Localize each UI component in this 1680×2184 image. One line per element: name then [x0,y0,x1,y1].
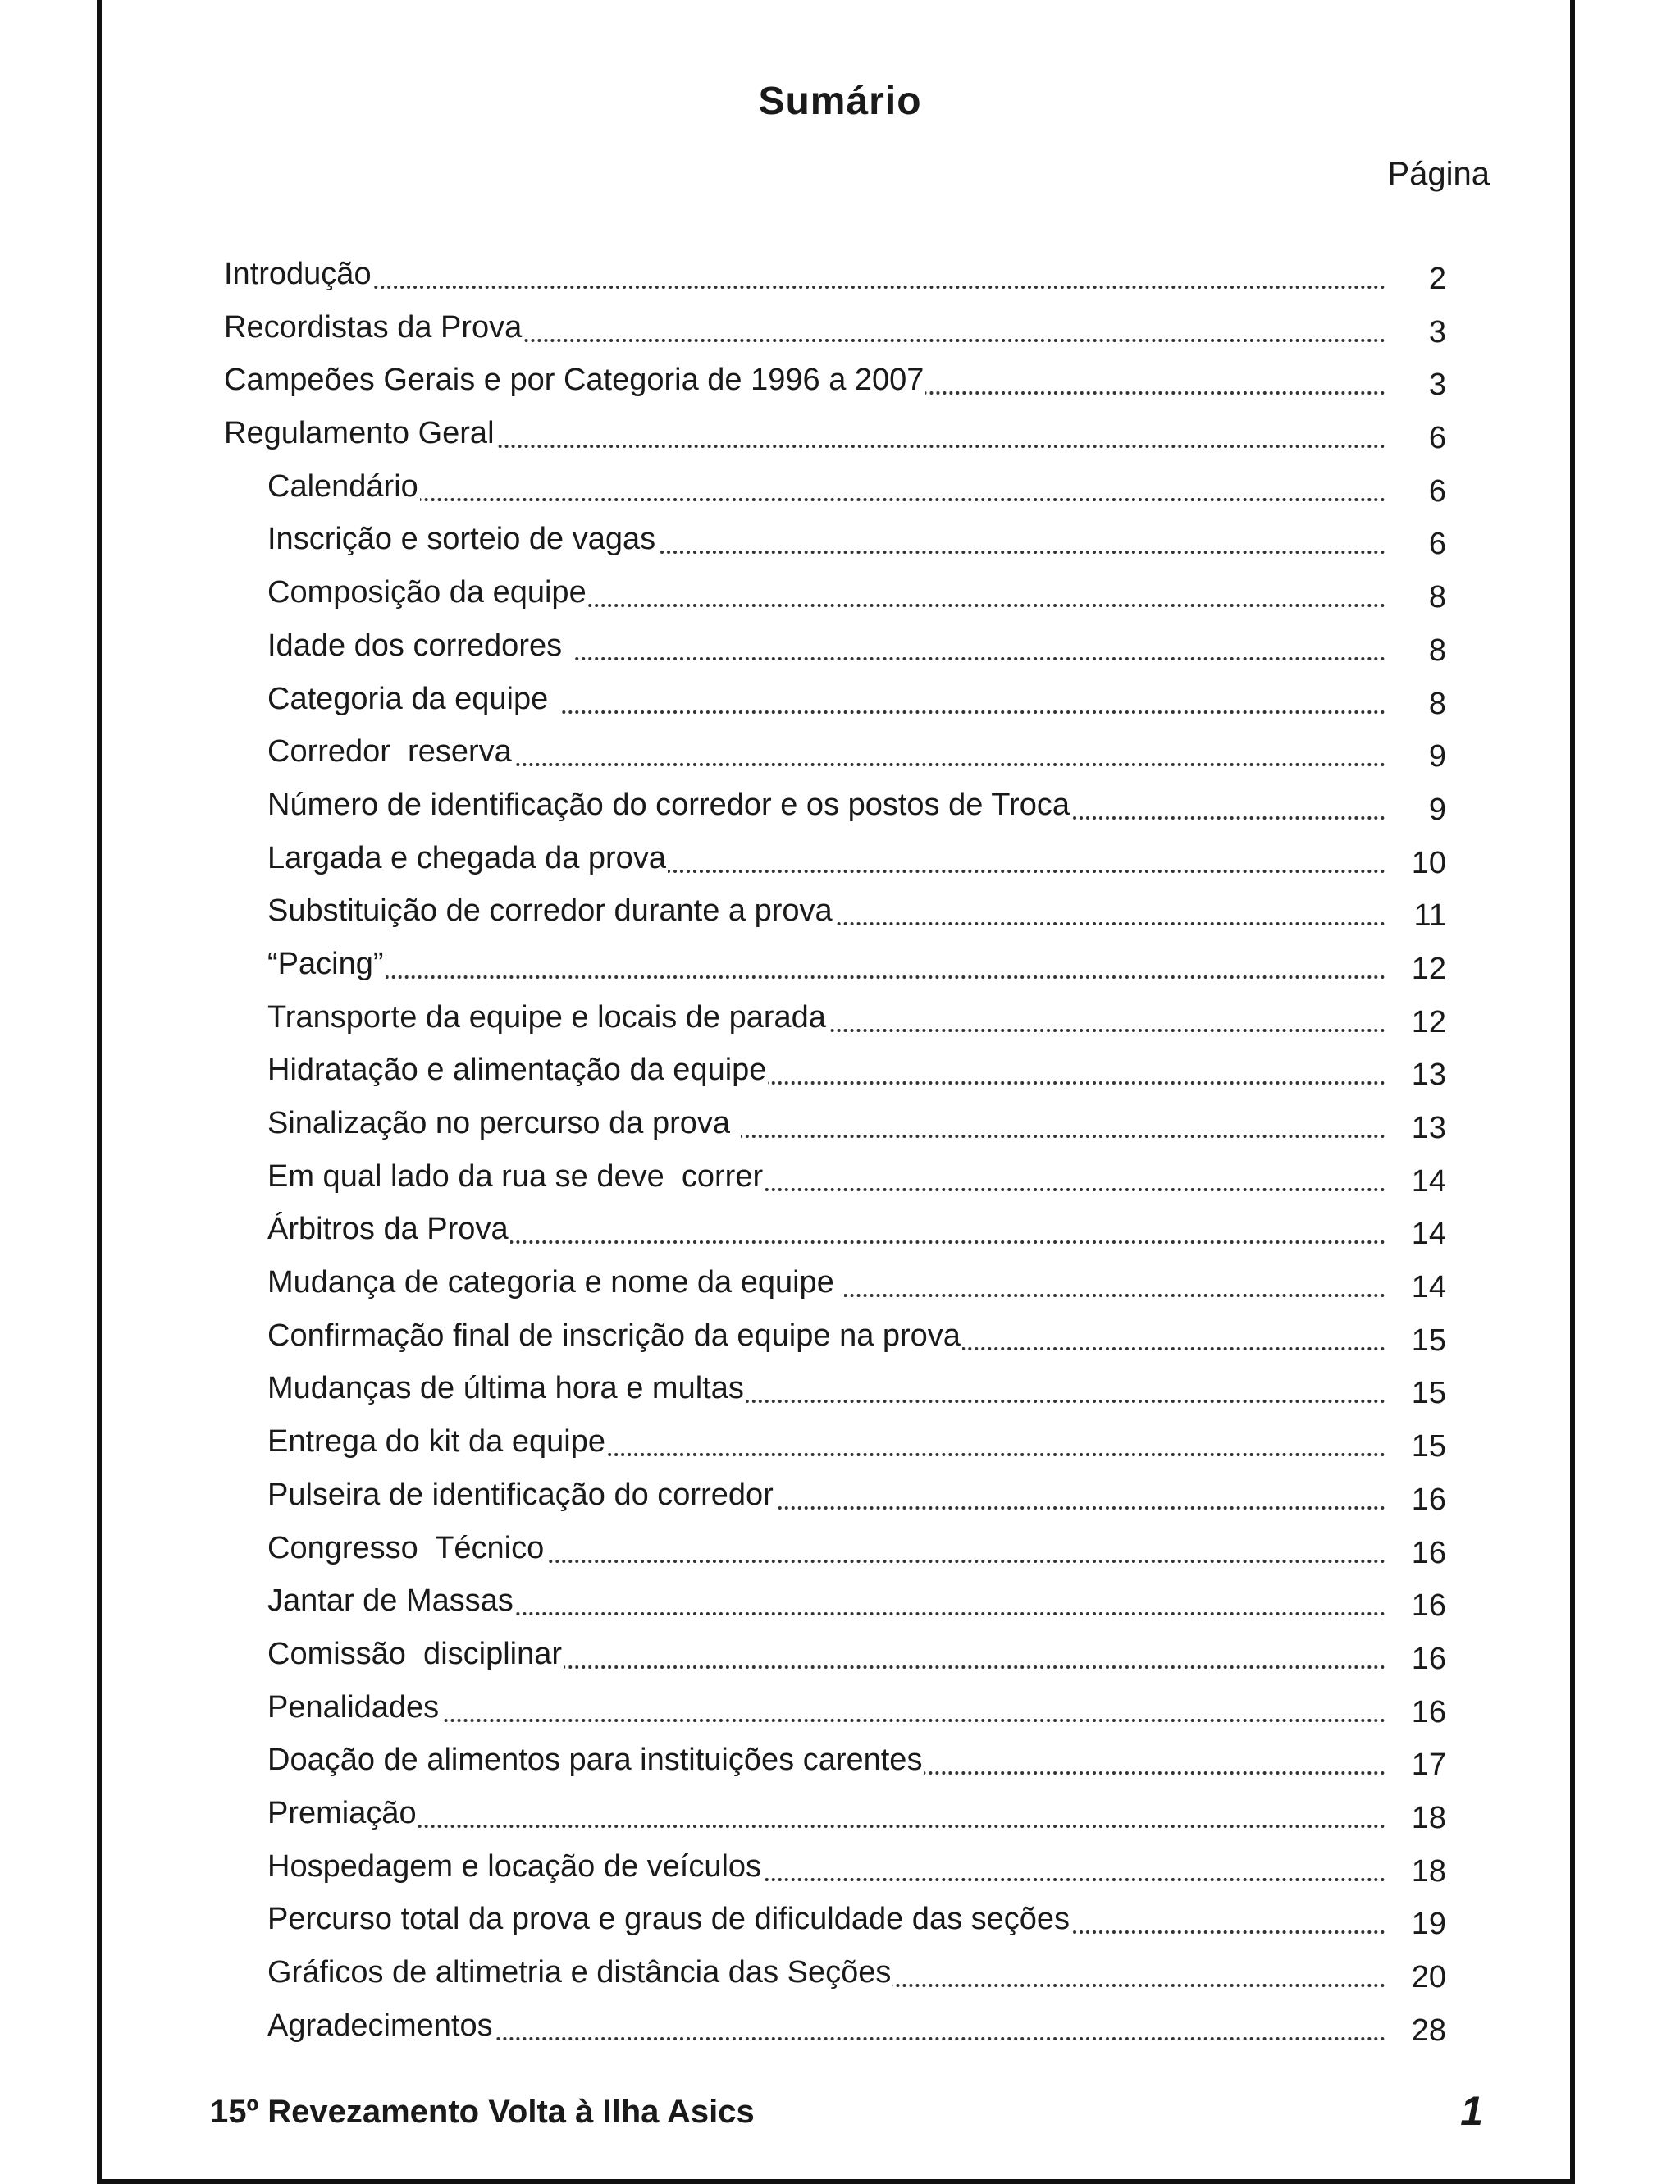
footer-publication-title: 15º Revezamento Volta à Ilha Asics [210,2094,755,2130]
toc-entry-page: 15 [1411,1376,1446,1411]
toc-entry [224,1636,1446,1689]
toc-entry-label [267,1318,1386,1354]
toc-entry [224,1742,1446,1795]
toc-entry [224,2008,1446,2061]
toc-entry [224,1318,1446,1371]
toc-entry-text: Gráficos de altimetria e distância das Seções [267,1955,892,1990]
toc-entry-label [267,1423,1386,1460]
toc-entry-text: Calendário [267,468,418,504]
toc-entry-text: Árbitros da Prova [267,1212,509,1247]
toc-entry-label [267,1105,1386,1141]
toc-entry [224,946,1446,999]
toc-entry-label [224,309,1386,345]
toc-entry-text: Comissão disciplinar [267,1636,563,1671]
toc-entry-text: Hidratação e alimentação da equipe [267,1053,767,1088]
toc-entry [224,840,1446,893]
toc-entry [224,893,1446,946]
toc-entry [224,681,1446,734]
toc-entry-page: 6 [1428,421,1446,456]
toc-entry [224,574,1446,628]
toc-entry-text: Número de identificação do corredor e os postos de Troca [267,787,1070,822]
toc-entry [224,1423,1446,1477]
toc-entry-label [267,1370,1386,1406]
toc-entry [224,1530,1446,1583]
toc-entry-label [267,1689,1386,1725]
toc-entry-page: 6 [1428,473,1446,509]
page-column-header: Página [1387,156,1490,192]
toc-entry-text: Entrega do kit da equipe [267,1424,605,1460]
toc-entry-page: 16 [1411,1535,1446,1570]
table-of-contents [224,256,1446,2060]
toc-entry [224,256,1446,309]
toc-entry [224,521,1446,574]
toc-entry [224,1689,1446,1743]
toc-entry-page: 18 [1411,1800,1446,1835]
toc-entry-page: 16 [1411,1641,1446,1676]
toc-entry-label [267,1530,1386,1566]
toc-entry-page: 12 [1411,1004,1446,1039]
toc-entry-text: Categoria da equipe [267,681,557,716]
toc-entry-text: Hospedagem e locação de veículos [267,1848,762,1884]
toc-entry [224,309,1446,363]
toc-entry-label [267,787,1386,823]
toc-entry-label [267,628,1386,664]
toc-entry-page: 3 [1428,314,1446,350]
toc-entry-text: Sinalização no percurso da prova [267,1106,739,1140]
dot-leader [267,1825,1386,1828]
toc-entry-text: Premiação [267,1795,417,1830]
toc-entry [224,1211,1446,1264]
toc-entry-label [267,999,1386,1035]
toc-entry-label [267,1583,1386,1619]
toc-entry-page: 15 [1411,1323,1446,1358]
toc-entry-text: Jantar de Massas [267,1583,514,1619]
toc-entry-text: Idade dos corredores [267,628,571,663]
toc-entry-page: 19 [1411,1907,1446,1942]
toc-entry-text: Percurso total da prova e graus de dificuldade das seções [267,1902,1071,1937]
toc-entry-page: 8 [1428,633,1446,668]
toc-entry-label [267,1954,1386,1990]
toc-entry [224,468,1446,522]
toc-entry [224,415,1446,468]
toc-entry-text: “Pacing” [267,946,384,981]
toc-entry-text: Composição da equipe [267,575,587,610]
toc-entry [224,1052,1446,1105]
toc-entry [224,1370,1446,1423]
toc-entry-label [267,681,1386,717]
toc-entry-page: 20 [1411,1960,1446,1994]
toc-entry-text: Transporte da equipe e locais de parada [267,999,826,1035]
toc-entry [224,733,1446,787]
toc-entry [224,1105,1446,1158]
toc-entry [224,362,1446,415]
toc-entry-page: 13 [1411,1058,1446,1093]
toc-entry-label [267,1795,1386,1831]
toc-entry-page: 3 [1428,368,1446,403]
toc-entry-text: Recordistas da Prova [224,309,523,345]
toc-entry-label [224,362,1386,398]
toc-entry-page: 12 [1411,951,1446,986]
toc-entry-text: Doação de alimentos para instituições carentes [267,1743,923,1778]
toc-entry [224,1795,1446,1848]
toc-entry-page: 6 [1428,527,1446,562]
toc-entry-page: 16 [1411,1694,1446,1729]
toc-entry-label [267,1158,1386,1195]
toc-entry-label [267,521,1386,557]
toc-entry-text: Campeões Gerais e por Categoria de 1996 a 2007 [224,363,924,398]
toc-entry-page: 11 [1413,898,1446,934]
toc-entry-page: 9 [1428,739,1446,774]
toc-entry-label [267,1742,1386,1778]
toc-entry-text: Penalidades [267,1689,440,1725]
toc-entry-label [224,415,1386,451]
toc-entry-label [267,946,1386,982]
toc-entry-label [267,893,1386,929]
toc-entry-page: 16 [1411,1588,1446,1624]
toc-entry-text: Regulamento Geral [224,416,495,451]
toc-entry-label [267,1264,1386,1300]
footer-page-number: 1 [1460,2088,1483,2134]
toc-entry-text: Substituição de corredor durante a prova [267,893,833,929]
toc-entry-label [224,256,1386,292]
toc-entry [224,787,1446,840]
toc-entry-page: 14 [1411,1163,1446,1199]
toc-entry [224,1264,1446,1318]
toc-entry [224,1954,1446,2008]
toc-entry-page: 15 [1411,1429,1446,1464]
toc-entry-page: 2 [1428,262,1446,296]
toc-entry-label [267,1901,1386,1937]
toc-entry-label [267,733,1386,770]
toc-entry-page: 10 [1411,845,1446,880]
toc-entry-label [267,1052,1386,1088]
toc-entry-text: Congresso Técnico [267,1530,545,1565]
toc-entry-page: 14 [1411,1270,1446,1305]
toc-entry-text: Mudanças de última hora e multas [267,1371,744,1406]
toc-entry-text: Confirmação final de inscrição da equipe na prova [267,1318,961,1353]
toc-entry-label [267,1848,1386,1885]
toc-entry [224,1848,1446,1902]
toc-entry-page: 14 [1411,1217,1446,1252]
page-title: Sumário [758,80,922,123]
toc-entry-page: 13 [1411,1111,1446,1145]
dot-leader [267,975,1386,979]
toc-entry-page: 9 [1428,792,1446,827]
toc-entry-page: 16 [1411,1482,1446,1517]
toc-entry-label [267,1636,1386,1672]
toc-entry-label [267,840,1386,876]
toc-entry-text: Introdução [224,257,372,291]
dot-leader [224,286,1386,289]
toc-entry [224,1158,1446,1212]
toc-entry-page: 18 [1411,1853,1446,1889]
toc-entry-label [267,1211,1386,1247]
toc-entry-text: Largada e chegada da prova [267,840,666,875]
toc-entry-text: Corredor reserva [267,734,512,770]
toc-entry [224,999,1446,1053]
toc-entry [224,1583,1446,1636]
toc-entry-page: 17 [1411,1748,1446,1783]
toc-entry-text: Pulseira de identificação do corredor [267,1477,774,1512]
toc-entry-text: Agradecimentos [267,2008,493,2043]
toc-entry-label [267,2008,1386,2044]
toc-entry-page: 8 [1428,686,1446,721]
toc-entry-text: Inscrição e sorteio de vagas [267,522,656,557]
toc-entry-page: 28 [1411,2013,1446,2048]
toc-entry-text: Mudança de categoria e nome da equipe [267,1265,843,1300]
toc-entry [224,1477,1446,1530]
toc-entry-text: Em qual lado da rua se deve correr [267,1158,764,1194]
toc-entry [224,628,1446,681]
toc-entry-label [267,468,1386,505]
toc-entry-page: 8 [1428,580,1446,615]
toc-entry-label [267,574,1386,610]
toc-entry [224,1901,1446,1954]
dot-leader [267,498,1386,501]
toc-entry-label [267,1477,1386,1513]
